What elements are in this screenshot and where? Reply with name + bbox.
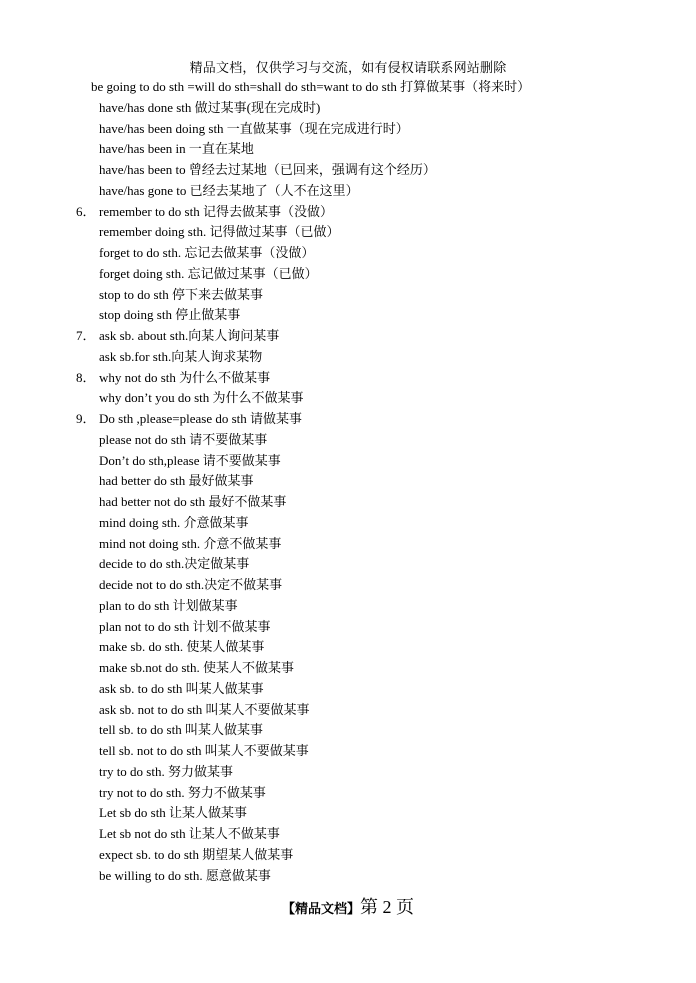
phrase-text: Let sb do sth 让某人做某事 xyxy=(99,805,248,821)
phrase-line xyxy=(0,658,696,679)
phrase-line xyxy=(0,222,696,243)
phrase-text: try not to do sth. 努力不做某事 xyxy=(99,784,266,800)
phrase-text: Don’t do sth,please 请不要做某事 xyxy=(99,452,281,468)
phrase-line xyxy=(0,202,696,223)
phrase-line xyxy=(0,617,696,638)
phrase-line xyxy=(0,741,696,762)
phrase-text: had better not do sth 最好不做某事 xyxy=(99,494,287,509)
phrase-line xyxy=(0,845,696,866)
phrase-text: forget doing sth. 忘记做过某事（已做） xyxy=(99,265,318,281)
phrase-text: have/has been in 一直在某地 xyxy=(99,141,254,157)
phrase-line xyxy=(0,679,696,700)
phrase-text: decide to do sth.决定做某事 xyxy=(99,556,250,572)
phrase-line xyxy=(0,720,696,741)
item-number: 9． xyxy=(76,411,96,426)
phrase-line xyxy=(0,430,696,451)
phrase-line xyxy=(0,803,696,824)
phrase-text: ask sb. to do sth 叫某人做某事 xyxy=(99,680,264,696)
phrase-line xyxy=(0,119,696,140)
phrase-text: be willing to do sth. 愿意做某事 xyxy=(99,867,271,883)
phrase-line xyxy=(0,783,696,804)
phrase-text: why don’t you do sth 为什么不做某事 xyxy=(99,390,304,406)
phrase-line xyxy=(0,575,696,596)
phrase-line xyxy=(0,534,696,555)
phrase-line xyxy=(0,305,696,326)
phrase-line xyxy=(0,866,696,887)
phrase-text: ask sb. about sth.向某人询问某事 xyxy=(99,328,280,343)
phrase-line xyxy=(0,264,696,285)
phrase-list xyxy=(0,77,696,886)
phrase-text: had better do sth 最好做某事 xyxy=(99,473,254,489)
phrase-text: have/has gone to 已经去某地了（人不在这里） xyxy=(99,182,359,198)
item-number: 7． xyxy=(76,328,96,343)
phrase-line xyxy=(0,160,696,181)
phrase-text: ask sb.for sth.向某人询求某物 xyxy=(99,348,263,364)
phrase-line xyxy=(0,326,696,347)
phrase-text: stop doing sth 停止做某事 xyxy=(99,307,241,323)
phrase-text: have/has been to 曾经去过某地（已回来，强调有这个经历） xyxy=(99,162,436,177)
footer-label: 【精品文档】 xyxy=(281,901,360,916)
phrase-line xyxy=(0,824,696,845)
phrase-text: stop to do sth 停下来去做某事 xyxy=(99,286,263,302)
phrase-line xyxy=(0,409,696,430)
phrase-line xyxy=(0,554,696,575)
phrase-text: make sb.not do sth. 使某人不做某事 xyxy=(99,660,294,675)
phrase-text: ask sb. not to do sth 叫某人不要做某事 xyxy=(99,701,310,717)
phrase-text: decide not to do sth.决定不做某事 xyxy=(99,577,283,592)
phrase-line xyxy=(0,451,696,472)
phrase-text: Do sth ,please=please do sth 请做某事 xyxy=(99,411,303,426)
phrase-line xyxy=(0,98,696,119)
phrase-text: have/has done sth 做过某事(现在完成时) xyxy=(99,99,321,115)
phrase-text: plan not to do sth 计划不做某事 xyxy=(99,618,271,634)
phrase-text: Let sb not do sth 让某人不做某事 xyxy=(99,826,280,841)
phrase-line xyxy=(0,513,696,534)
phrase-text: forget to do sth. 忘记去做某事（没做） xyxy=(99,245,315,260)
phrase-line xyxy=(0,139,696,160)
phrase-line xyxy=(0,492,696,513)
phrase-line xyxy=(0,762,696,783)
phrase-line xyxy=(0,471,696,492)
phrase-text: please not do sth 请不要做某事 xyxy=(99,431,268,447)
phrase-line xyxy=(0,637,696,658)
phrase-text: tell sb. not to do sth 叫某人不要做某事 xyxy=(99,743,309,758)
phrase-text: expect sb. to do sth 期望某人做某事 xyxy=(99,846,294,862)
phrase-line xyxy=(0,181,696,202)
phrase-line xyxy=(0,243,696,264)
phrase-text: remember doing sth. 记得做过某事（已做） xyxy=(99,224,340,240)
page-number: 第 2 页 xyxy=(360,897,414,917)
item-number: 6． xyxy=(76,203,96,219)
phrase-text: remember to do sth 记得去做某事（没做） xyxy=(99,203,333,219)
phrase-text: be going to do sth =will do sth=shall do sth=want to do sth 打算做某事（将来时） xyxy=(91,79,531,94)
phrase-line xyxy=(0,347,696,368)
phrase-text: make sb. do sth. 使某人做某事 xyxy=(99,639,265,655)
phrase-text: why not do sth 为什么不做某事 xyxy=(99,369,271,385)
page-footer xyxy=(0,893,696,919)
phrase-line xyxy=(0,700,696,721)
phrase-line xyxy=(0,77,696,98)
phrase-line xyxy=(0,596,696,617)
phrase-line xyxy=(0,368,696,389)
phrase-text: tell sb. to do sth 叫某人做某事 xyxy=(99,722,263,738)
item-number: 8． xyxy=(76,369,96,385)
phrase-text: plan to do sth 计划做某事 xyxy=(99,597,238,613)
page-header: 精品文档，仅供学习与交流，如有侵权请联系网站删除 xyxy=(189,60,507,75)
phrase-text: try to do sth. 努力做某事 xyxy=(99,763,233,779)
phrase-text: have/has been doing sth 一直做某事（现在完成进行时） xyxy=(99,120,409,136)
phrase-text: mind doing sth. 介意做某事 xyxy=(99,514,249,530)
phrase-line xyxy=(0,388,696,409)
phrase-line xyxy=(0,285,696,306)
phrase-text: mind not doing sth. 介意不做某事 xyxy=(99,535,282,551)
